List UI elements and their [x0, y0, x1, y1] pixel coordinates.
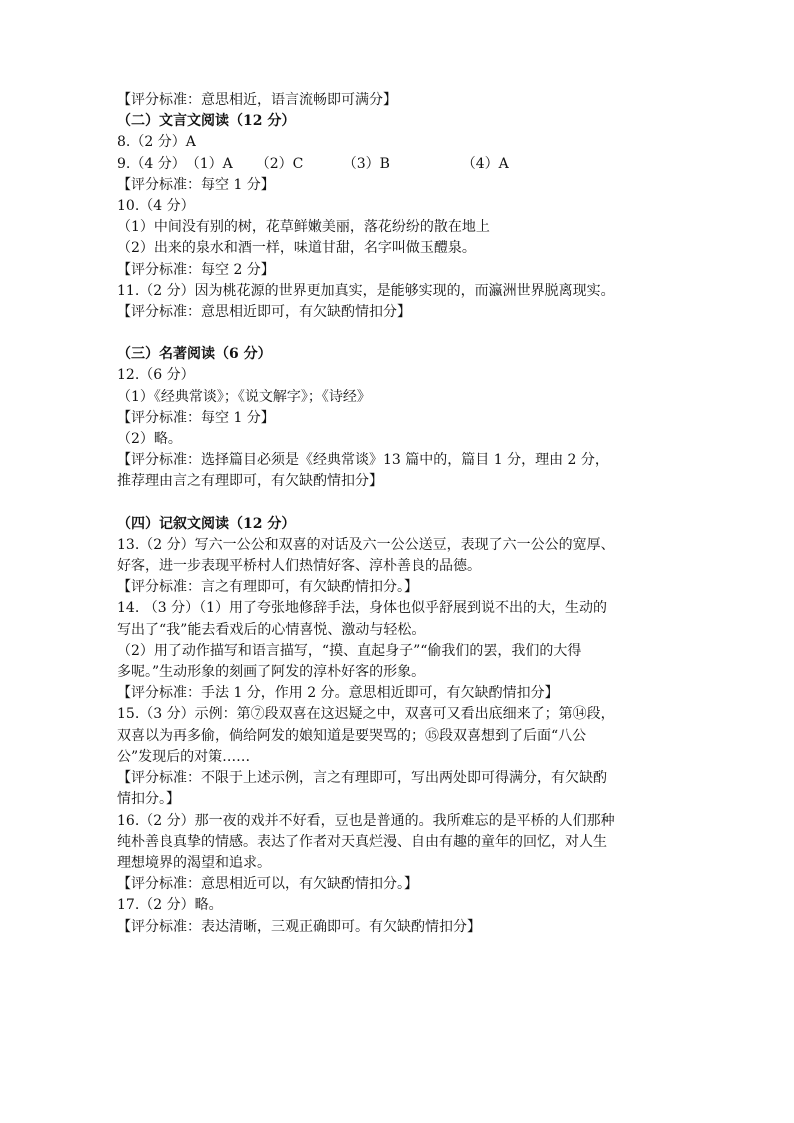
q17-answer: 17.（2 分）略。	[117, 897, 223, 914]
q16-line-1: 16.（2 分）那一夜的戏并不好看，豆也是普通的。我所难忘的是平桥的人们那种	[117, 812, 615, 829]
q15-standard-line-2: 情扣分。】	[117, 791, 180, 808]
q10-standard: 【评分标准：每空 2 分】	[117, 261, 275, 278]
q13-line-2: 好客，进一步表现平桥村人们热情好客、淳朴善良的品德。	[117, 558, 481, 575]
s1-score-standard: 【评分标准：意思相近，语言流畅即可满分】	[117, 92, 397, 108]
q15-standard-line-1: 【评分标准：不限于上述示例，言之有理即可，写出两处即可得满分，有欠缺酌	[117, 770, 607, 787]
q15-line-2: 双喜以为再多偷，倘给阿发的娘知道是要哭骂的；⑮段双喜想到了后面“八公	[117, 727, 587, 744]
q13-line-1: 13.（2 分）写六一公公和双喜的对话及六一公公送豆，表现了六一公公的宽厚、	[117, 536, 615, 553]
q9-answer-3: （3）B	[342, 155, 390, 172]
q17-standard: 【评分标准：表达清晰，三观正确即可。有欠缺酌情扣分】	[117, 918, 481, 935]
q11-answer: 11.（2 分）因为桃花源的世界更加真实，是能够实现的，而瀛洲世界脱离现实。	[117, 282, 615, 299]
q12-label: 12.（6 分）	[117, 367, 195, 384]
section-4-heading: （四）记叙文阅读（12 分）	[117, 515, 296, 532]
q14-line-3: （2）用了动作描写和语言描写，“摸、直起身子”“偷我们的罢，我们的大得	[117, 642, 582, 659]
q14-line-2: 写出了“我”能去看戏后的心情喜悦、激动与轻松。	[117, 621, 426, 638]
q9-standard: 【评分标准：每空 1 分】	[117, 176, 275, 193]
section-gap	[117, 323, 717, 344]
q12-answer-2-standard-line-2: 推荐理由言之有理即可，有欠缺酌情扣分】	[117, 473, 383, 490]
q12-answer-1-standard: 【评分标准：每空 1 分】	[117, 409, 275, 426]
section-gap	[117, 493, 717, 514]
answer-key-page	[117, 90, 717, 938]
q12-answer-2: （2）略。	[117, 431, 182, 448]
q10-label: 10.（4 分）	[117, 198, 195, 215]
q9-answer	[117, 154, 717, 175]
q13-standard: 【评分标准：言之有理即可，有欠缺酌情扣分。】	[117, 579, 418, 596]
q16-line-3: 理想境界的渴望和追求。	[117, 854, 271, 871]
q14-line-1: 14. （3 分）（1）用了夸张地修辞手法，身体也似乎舒展到说不出的大，生动的	[117, 600, 607, 617]
q11-standard: 【评分标准：意思相近即可，有欠缺酌情扣分】	[117, 304, 411, 321]
q15-line-3: 公”发现后的对策……	[117, 748, 251, 765]
section-3-heading: （三）名著阅读（6 分）	[117, 346, 272, 363]
q9-answer-4: （4）A	[461, 155, 509, 172]
q12-answer-2-standard-line-1: 【评分标准：选择篇目必须是《经典常谈》13 篇中的，篇目 1 分，理由 2 分，	[117, 452, 609, 469]
q12-answer-1: （1）《经典常谈》；《说文解字》；《诗经》	[117, 388, 371, 405]
q15-line-1: 15.（3 分）示例：第⑦段双喜在这迟疑之中，双喜可又看出底细来了；第⑭段，	[117, 706, 615, 723]
q10-answer-1: （1）中间没有别的树，花草鲜嫩美丽，落花纷纷的散在地上	[117, 219, 490, 236]
q9-answer-2: （2）C	[255, 155, 304, 172]
q16-line-2: 纯朴善良真挚的情感。表达了作者对天真烂漫、自由有趣的童年的回忆，对人生	[117, 833, 607, 850]
q9-label: 9.（4 分）	[117, 155, 186, 172]
q16-standard: 【评分标准：意思相近可以，有欠缺酌情扣分。】	[117, 876, 418, 893]
q14-line-4: 多呢。”生动形象的刻画了阿发的淳朴好客的形象。	[117, 664, 426, 681]
q10-answer-2: （2）出来的泉水和酒一样，味道甘甜，名字叫做玉醴泉。	[117, 240, 476, 257]
q9-answer-1: （1）A	[185, 155, 233, 172]
q14-standard: 【评分标准：手法 1 分，作用 2 分。意思相近即可，有欠缺酌情扣分】	[117, 685, 559, 702]
section-2-heading: （二）文言文阅读（12 分）	[117, 113, 296, 130]
q8-answer: 8.（2 分）A	[117, 134, 196, 151]
